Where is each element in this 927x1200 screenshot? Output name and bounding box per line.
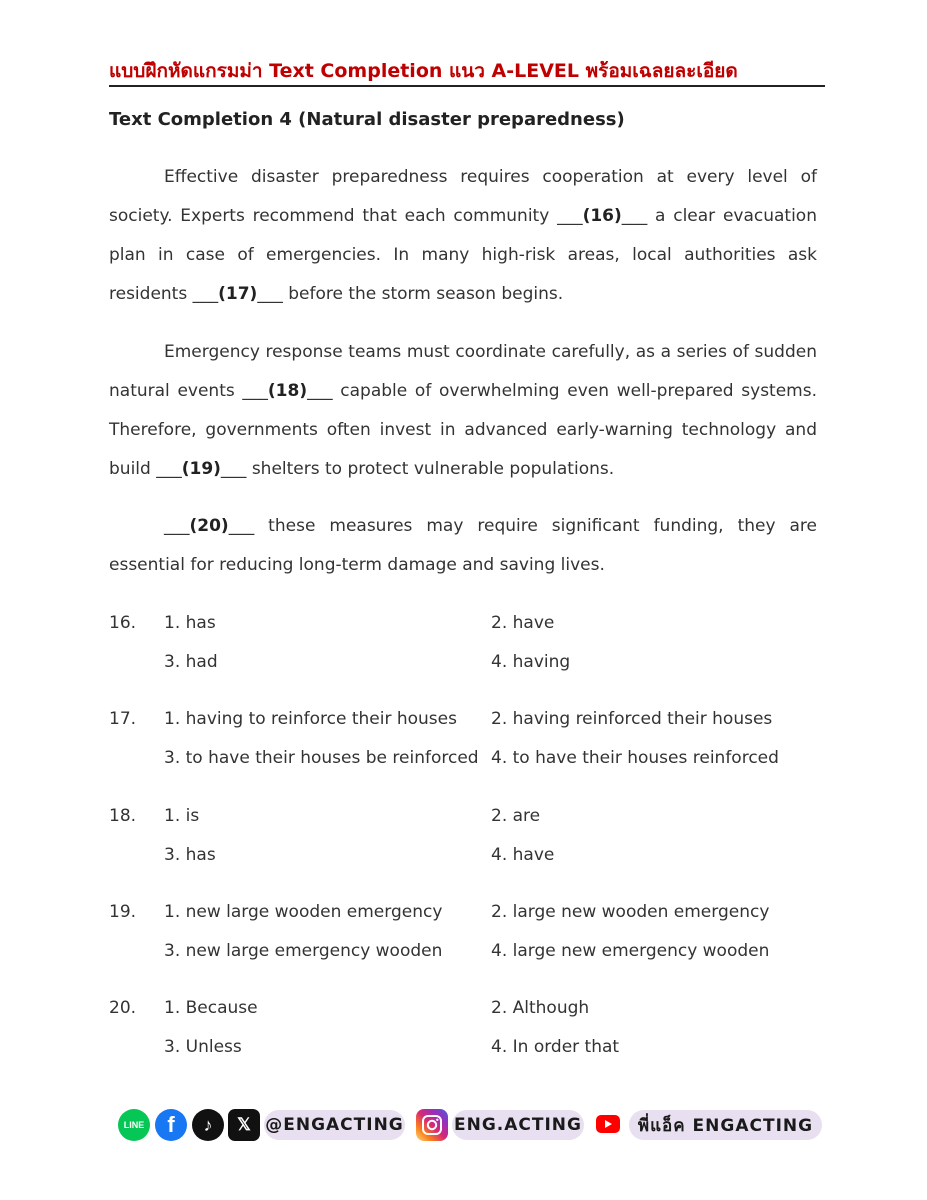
question-number-16: 16. — [109, 613, 137, 633]
blank-19: ___(19)___ — [156, 459, 247, 479]
social-footer — [0, 1106, 927, 1144]
q19-option-1: 1. new large wooden emergency — [164, 902, 443, 922]
q18-option-2: 2. are — [491, 806, 541, 826]
q20-option-4: 4. In order that — [491, 1037, 620, 1057]
instagram-icon[interactable] — [416, 1109, 448, 1141]
q16-option-1: 1. has — [164, 613, 216, 633]
blank-17: ___(17)___ — [192, 284, 283, 304]
question-number-19: 19. — [109, 902, 137, 922]
question-number-18: 18. — [109, 806, 137, 826]
passage-text: shelters to protect vulnerable populations. — [246, 459, 615, 479]
blank-18: ___(18)___ — [242, 381, 333, 401]
youtube-icon[interactable] — [596, 1115, 620, 1133]
q18-option-1: 1. is — [164, 806, 200, 826]
header-divider — [109, 85, 825, 87]
handle-engacting[interactable]: @ENGACTING — [264, 1110, 405, 1140]
passage-paragraph-3 — [109, 507, 817, 585]
q19-option-2: 2. large new wooden emergency — [491, 902, 770, 922]
youtube-play-glyph — [603, 1119, 613, 1129]
facebook-icon[interactable]: f — [155, 1109, 187, 1141]
q17-option-4: 4. to have their houses reinforced — [491, 748, 779, 768]
section-title: Text Completion 4 (Natural disaster preparedness) — [109, 109, 625, 130]
question-number-20: 20. — [109, 998, 137, 1018]
q19-option-3: 3. new large emergency wooden — [164, 941, 443, 961]
passage-text: Effective disaster preparedness requires cooperation at every level of society. Experts recommend that each community — [109, 167, 817, 226]
handle-eng-acting[interactable]: ENG.ACTING — [452, 1110, 584, 1140]
passage-paragraph-2 — [109, 333, 817, 489]
passage-text: capable of overwhelming even well-prepared systems. Therefore, governments often invest in advanced early-warning technology and build — [109, 381, 817, 479]
q17-option-1: 1. having to reinforce their houses — [164, 709, 457, 729]
q16-option-2: 2. have — [491, 613, 555, 633]
passage-text: Emergency response teams must coordinate carefully, as a series of sudden natural events — [109, 342, 817, 401]
blank-16: ___(16)___ — [557, 206, 648, 226]
q19-option-4: 4. large new emergency wooden — [491, 941, 770, 961]
q16-option-4: 4. having — [491, 652, 571, 672]
passage-text: before the storm season begins. — [282, 284, 564, 304]
worksheet-header-title: แบบฝึกหัดแกรมม่า Text Completion แนว A-LEVEL พร้อมเฉลยละเอียด — [109, 60, 738, 82]
line-icon[interactable]: LINE — [118, 1109, 150, 1141]
q20-option-2: 2. Although — [491, 998, 590, 1018]
q16-option-3: 3. had — [164, 652, 218, 672]
passage-paragraph-1 — [109, 158, 817, 314]
passage-text: a clear evacuation plan in case of emergencies. In many high-risk areas, local authorities ask residents — [109, 206, 817, 304]
q17-option-3: 3. to have their houses be reinforced — [164, 748, 479, 768]
tiktok-icon[interactable]: ♪ — [192, 1109, 224, 1141]
instagram-glyph — [421, 1114, 443, 1136]
q18-option-4: 4. have — [491, 845, 555, 865]
blank-20: ___(20)___ — [164, 516, 255, 536]
passage-text: these measures may require significant funding, they are essential for reducing long-term damage and saving lives. — [109, 516, 817, 575]
q20-option-3: 3. Unless — [164, 1037, 242, 1057]
handle-youtube-channel[interactable]: พี่แอ็ค ENGACTING — [629, 1110, 822, 1140]
q20-option-1: 1. Because — [164, 998, 258, 1018]
question-number-17: 17. — [109, 709, 137, 729]
q17-option-2: 2. having reinforced their houses — [491, 709, 773, 729]
x-icon[interactable]: 𝕏 — [228, 1109, 260, 1141]
q18-option-3: 3. has — [164, 845, 216, 865]
